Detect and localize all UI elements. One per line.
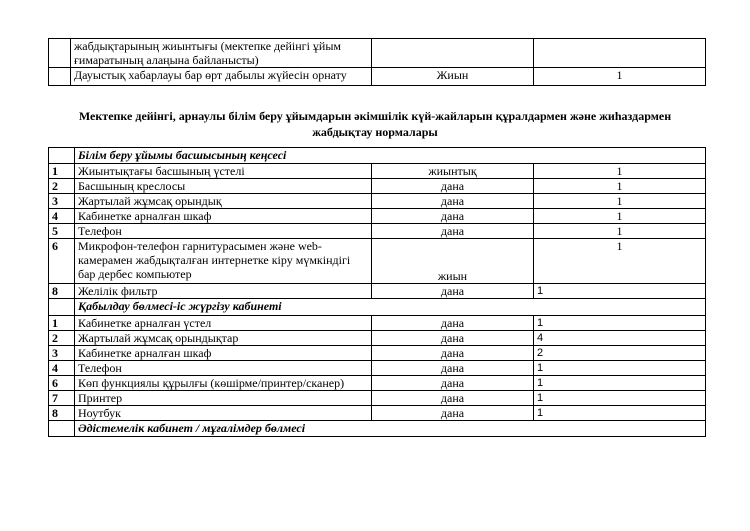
table-row — [49, 179, 706, 194]
item-name: Жартылай жұмсақ орындықтар — [75, 331, 372, 346]
row-number: 1 — [49, 164, 75, 179]
table-row — [49, 376, 706, 391]
item-name: Телефон — [75, 224, 372, 239]
item-quantity: 1 — [534, 376, 706, 391]
item-unit: дана — [372, 331, 534, 346]
item-name: Дауыстық хабарлауы бар өрт дабылы жүйесін орнату — [71, 68, 372, 86]
item-quantity: 1 — [534, 406, 706, 421]
row-number: 4 — [49, 361, 75, 376]
row-number: 4 — [49, 209, 75, 224]
item-name: Желілік фильтр — [75, 284, 372, 299]
section-title-head-office: Білім беру ұйымы басшысының кеңсесі — [75, 148, 706, 164]
item-unit: дана — [372, 391, 534, 406]
row-number: 3 — [49, 194, 75, 209]
table-row — [49, 39, 706, 68]
item-name: Кабинетке арналған үстел — [75, 316, 372, 331]
item-name: Телефон — [75, 361, 372, 376]
row-number: 6 — [49, 376, 75, 391]
item-quantity: 1 — [534, 284, 706, 299]
item-quantity: 1 — [534, 391, 706, 406]
section-title-reception: Қабылдау бөлмесі-іс жүргізу кабинеті — [75, 299, 706, 316]
item-unit: дана — [372, 284, 534, 299]
item-quantity: 1 — [534, 164, 706, 179]
section-row — [49, 421, 706, 437]
table-row — [49, 164, 706, 179]
row-number: 6 — [49, 239, 75, 284]
top-table — [48, 38, 706, 86]
section-heading — [50, 108, 700, 140]
table-row — [49, 316, 706, 331]
section-title-methodical-office: Әдістемелік кабинет / мұғалімдер бөлмесі — [75, 421, 706, 437]
item-name: жабдықтарының жиынтығы (мектепке дейінгі ұйым ғимаратының алаңына байланысты) — [71, 39, 372, 68]
row-number — [49, 68, 71, 86]
row-number: 7 — [49, 391, 75, 406]
row-number: 5 — [49, 224, 75, 239]
item-quantity: 1 — [534, 179, 706, 194]
item-name: Ноутбук — [75, 406, 372, 421]
item-quantity — [534, 39, 706, 68]
table-row — [49, 284, 706, 299]
item-unit: дана — [372, 209, 534, 224]
item-unit: дана — [372, 316, 534, 331]
table-row — [49, 224, 706, 239]
item-unit: дана — [372, 224, 534, 239]
section-row — [49, 299, 706, 316]
item-unit: дана — [372, 376, 534, 391]
row-number: 8 — [49, 406, 75, 421]
item-name: Принтер — [75, 391, 372, 406]
item-unit: дана — [372, 194, 534, 209]
table-row — [49, 346, 706, 361]
item-quantity: 1 — [534, 361, 706, 376]
item-unit: дана — [372, 406, 534, 421]
equipment-table — [48, 147, 706, 437]
row-number: 2 — [49, 179, 75, 194]
table-row — [49, 361, 706, 376]
row-number: 3 — [49, 346, 75, 361]
section-row — [49, 148, 706, 164]
row-number: 8 — [49, 284, 75, 299]
item-quantity: 1 — [534, 194, 706, 209]
table-row — [49, 68, 706, 86]
item-unit: жиынтық — [372, 164, 534, 179]
item-quantity: 4 — [534, 331, 706, 346]
item-unit: жиын — [372, 239, 534, 284]
item-unit: Жиын — [372, 68, 534, 86]
table-row — [49, 331, 706, 346]
item-name: Көп функциялы құрылғы (көшірме/принтер/сканер) — [75, 376, 372, 391]
row-number: 2 — [49, 331, 75, 346]
row-number: 1 — [49, 316, 75, 331]
item-name: Микрофон-телефон гарнитурасымен және web-камерамен жабдықталған интернетке кіру мүмкіндігі бар дербес компьютер — [75, 239, 372, 284]
item-name: Басшының креслосы — [75, 179, 372, 194]
item-name: Кабинетке арналған шкаф — [75, 209, 372, 224]
item-unit: дана — [372, 346, 534, 361]
item-name: Кабинетке арналған шкаф — [75, 346, 372, 361]
item-quantity: 1 — [534, 209, 706, 224]
item-unit: дана — [372, 179, 534, 194]
heading-line-2: жабдықтау нормалары — [312, 125, 438, 139]
table-row — [49, 391, 706, 406]
item-quantity: 1 — [534, 316, 706, 331]
item-quantity: 1 — [534, 68, 706, 86]
item-quantity: 1 — [534, 239, 706, 284]
item-quantity: 2 — [534, 346, 706, 361]
table-row — [49, 239, 706, 284]
table-row — [49, 406, 706, 421]
item-name: Жиынтықтағы басшының үстелі — [75, 164, 372, 179]
item-unit: дана — [372, 361, 534, 376]
row-number — [49, 39, 71, 68]
item-quantity: 1 — [534, 224, 706, 239]
item-name: Жартылай жұмсақ орындық — [75, 194, 372, 209]
item-unit — [372, 39, 534, 68]
heading-line-1: Мектепке дейінгі, арнаулы білім беру ұйымдарын әкімшілік күй-жайларын құралдармен және жиһаздармен — [78, 109, 672, 123]
table-row — [49, 209, 706, 224]
table-row — [49, 194, 706, 209]
